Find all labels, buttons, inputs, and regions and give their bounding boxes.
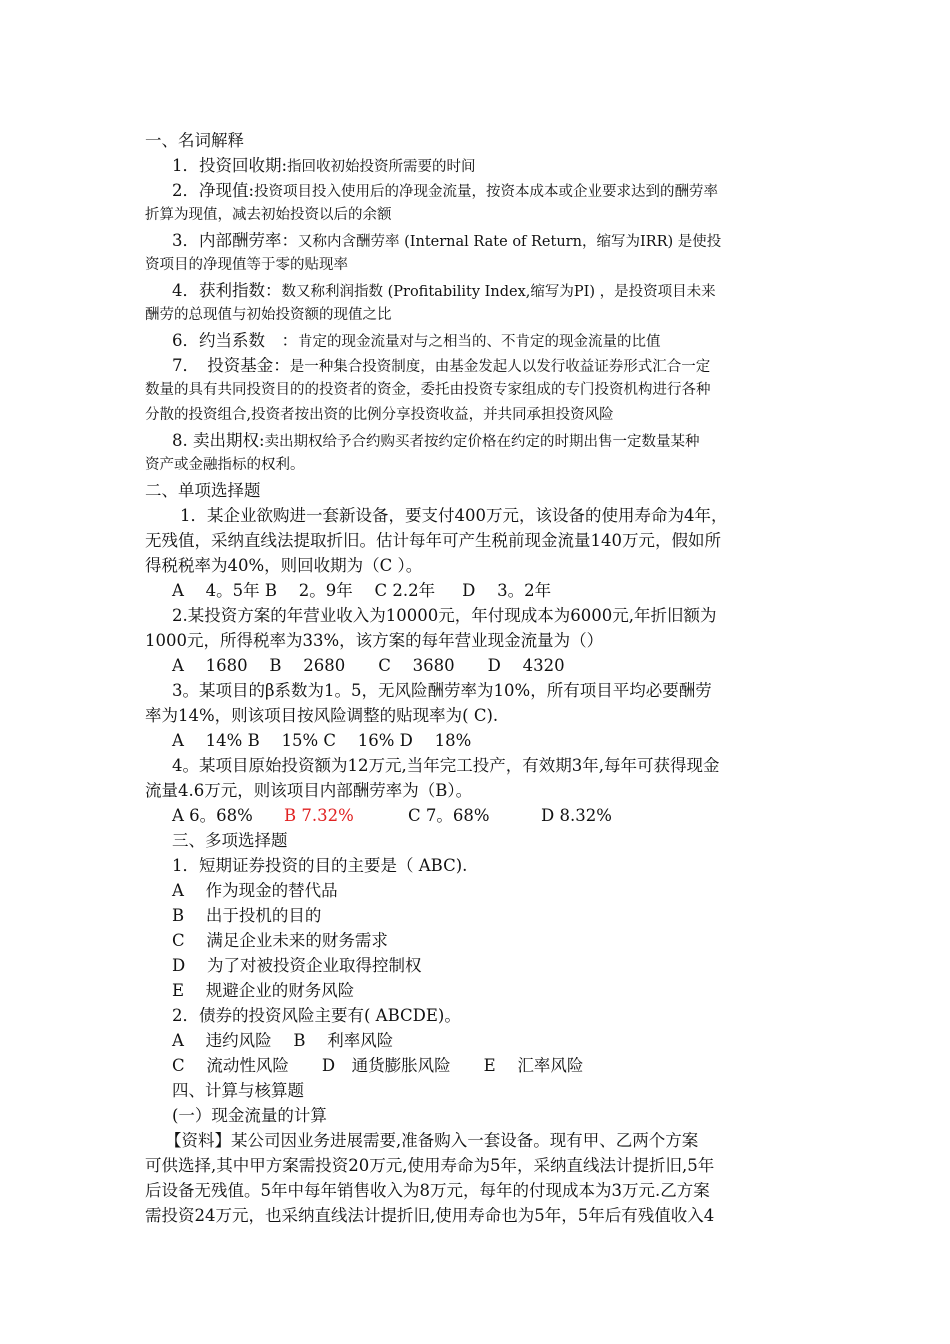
- question-stem: 得税税率为40%，则回收期为（C ）。: [145, 556, 423, 575]
- question-options: A 违约风险 B 利率风险: [172, 1031, 394, 1050]
- section-heading: 一、名词解释: [145, 131, 244, 150]
- term: 6．约当系数 ：: [172, 331, 298, 350]
- question-stem: 2.某投资方案的年营业收入为10000元，年付现成本为6000元,年折旧额为: [172, 606, 717, 625]
- term: 4．获利指数：: [172, 281, 282, 300]
- question-option: B 出于投机的目的: [172, 906, 322, 925]
- definition-item: [145, 328, 810, 353]
- question-stem: 2．债券的投资风险主要有( ABCDE)。: [172, 1006, 461, 1025]
- definition: 肯定的现金流量对与之相当的、不肯定的现金流量的比值: [298, 334, 661, 350]
- definition: 数又称利润指数 (Profitability Index,缩写为PI) ，是投资项目未来: [281, 284, 716, 300]
- question-options: C 流动性风险 D 通货膨胀风险 E 汇率风险: [172, 1056, 584, 1075]
- question-stem: 率为14%，则该项目按风险调整的贴现率为( C).: [145, 706, 499, 725]
- term: 3．内部酬劳率：: [172, 231, 298, 250]
- question-stem: 4。某项目原始投资额为12万元,当年完工投产，有效期3年,每年可获得现金: [172, 756, 720, 775]
- term: 8. 卖出期权:: [172, 431, 265, 450]
- definition: 是一种集合投资制度，由基金发起人以发行收益证券形式汇合一定: [289, 359, 711, 375]
- question-stem: 流量4.6万元，则该项目内部酬劳率为（B）。: [145, 781, 473, 800]
- definition-item: [145, 178, 810, 203]
- question-option: A 作为现金的替代品: [172, 881, 338, 900]
- section-heading: 三、多项选择题: [172, 831, 288, 850]
- definition-item: [145, 353, 810, 378]
- term: 7． 投资基金：: [172, 356, 290, 375]
- paragraph-line: 可供选择,其中甲方案需投资20万元,使用寿命为5年，采纳直线法计提折旧,5年: [145, 1156, 715, 1175]
- definition: 指回收初始投资所需要的时间: [287, 159, 476, 175]
- definition-continued: 分散的投资组合,投资者按出资的比例分享投资收益，并共同承担投资风险: [145, 407, 614, 423]
- question-stem: 无残值，采纳直线法提取折旧。估计每年可产生税前现金流量140万元，假如所: [145, 531, 721, 550]
- paragraph-line: 需投资24万元，也采纳直线法计提折旧,使用寿命也为5年，5年后有残值收入4: [145, 1206, 715, 1225]
- question-options: A 1680 B 2680 C 3680 D 4320: [172, 656, 565, 675]
- question-stem: 1．短期证券投资的目的主要是（ ABC).: [172, 856, 468, 875]
- question-options: A 14% B 15% C 16% D 18%: [172, 731, 472, 750]
- definition-continued: 折算为现值，减去初始投资以后的余额: [145, 207, 392, 223]
- definition-item: [145, 228, 810, 253]
- definition-continued: 数量的具有共同投资目的的投资者的资金，委托由投资专家组成的专门投资机构进行各种: [145, 382, 711, 398]
- question-stem: 3。某项目的β系数为1。5，无风险酬劳率为10%，所有项目平均必要酬劳: [172, 681, 712, 700]
- question-stem: 1．某企业欲购进一套新设备，要支付400万元，该设备的使用寿命为4年，: [180, 506, 728, 525]
- definition-item: [145, 428, 810, 453]
- question-stem: 1000元，所得税率为33%，该方案的每年营业现金流量为（）: [145, 631, 604, 650]
- definition-continued: 酬劳的总现值与初始投资额的现值之比: [145, 307, 392, 323]
- document-body: [145, 128, 810, 1228]
- option-c: C 7。68%: [408, 806, 490, 825]
- question-options: A 4。5年 B 2。9年 C 2.2年 D 3。2年: [172, 581, 552, 600]
- question-option: D 为了对被投资企业取得控制权: [172, 956, 422, 975]
- definition: 又称内含酬劳率 (Internal Rate of Return，缩写为IRR) 是使投: [298, 234, 722, 250]
- term: 2．净现值:: [172, 181, 255, 200]
- paragraph-line: 后设备无残值。5年中每年销售收入为8万元，每年的付现成本为3万元.乙方案: [145, 1181, 710, 1200]
- term: 1．投资回收期:: [172, 156, 288, 175]
- question-options: [145, 803, 810, 828]
- option-b-highlighted: B 7.32%: [284, 806, 354, 825]
- definition-continued: 资产或金融指标的权利。: [145, 457, 305, 473]
- option-a: A 6。68%: [172, 806, 253, 825]
- question-option: C 满足企业未来的财务需求: [172, 931, 388, 950]
- subsection-heading: (一）现金流量的计算: [172, 1106, 327, 1125]
- definition-continued: 资项目的净现值等于零的贴现率: [145, 257, 348, 273]
- definition-item: [145, 153, 810, 178]
- definition: 卖出期权给予合约购买者按约定价格在约定的时期出售一定数量某种: [264, 434, 700, 450]
- option-d: D 8.32%: [541, 806, 612, 825]
- section-heading: 二、单项选择题: [145, 481, 261, 500]
- definition: 投资项目投入使用后的净现金流量，按资本成本或企业要求达到的酬劳率: [254, 184, 719, 200]
- section-heading: 四、计算与核算题: [172, 1081, 304, 1100]
- question-option: E 规避企业的财务风险: [172, 981, 355, 1000]
- paragraph-line: 【资料】某公司因业务进展需要,准备购入一套设备。现有甲、乙两个方案: [165, 1131, 699, 1150]
- definition-item: [145, 278, 810, 303]
